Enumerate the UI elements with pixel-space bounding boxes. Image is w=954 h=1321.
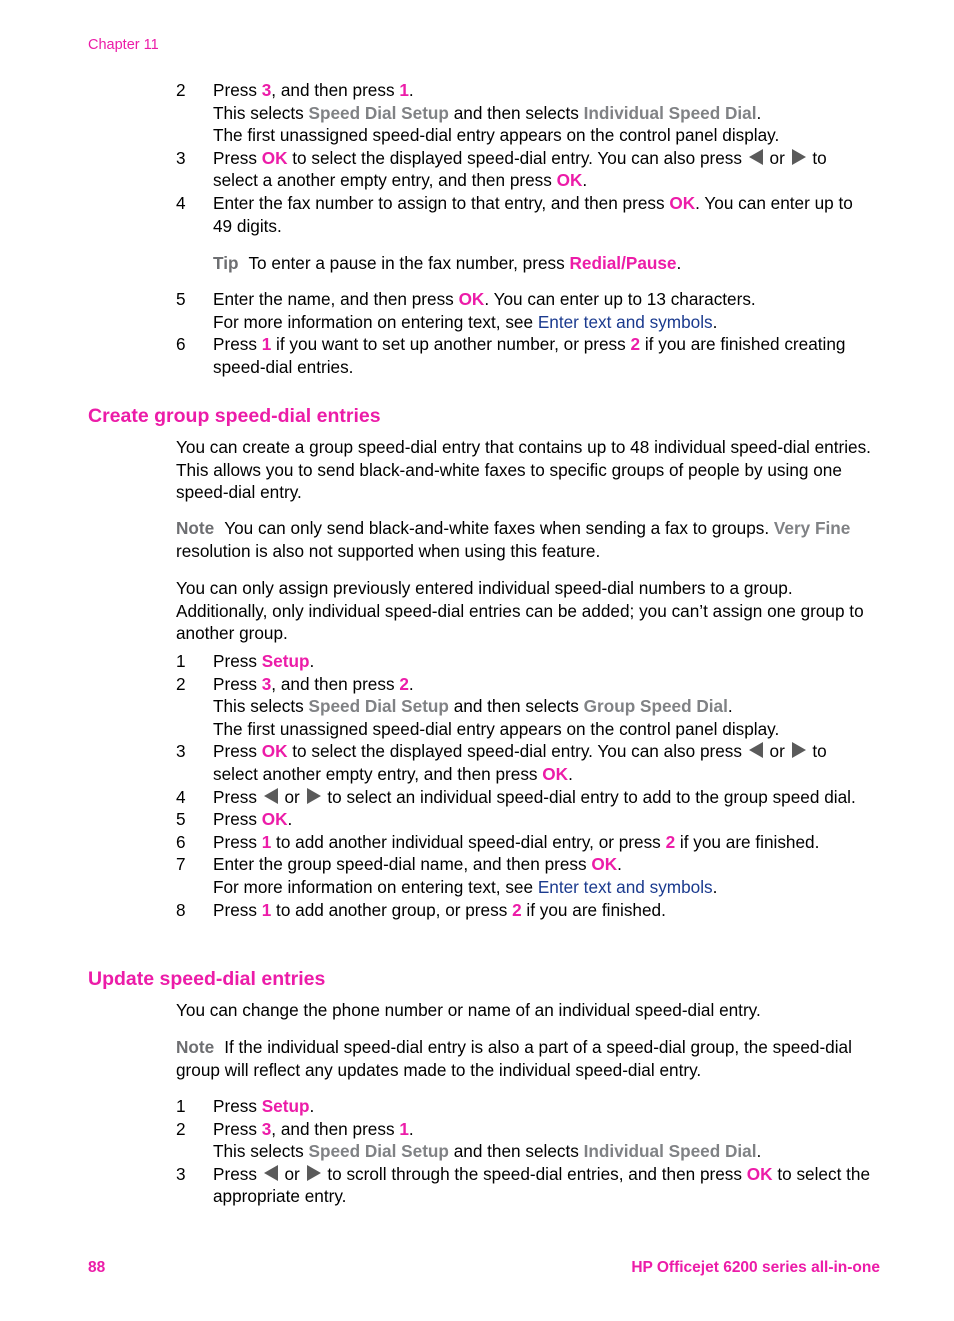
menu-option: Group Speed Dial [583,696,728,717]
steps-list-group [176,650,876,921]
step-number: 2 [176,673,186,694]
paragraph-group-restrictions: You can only assign previously entered individual speed-dial numbers to a group. Additionally, only individual speed-dial entries can be added; you can’t assign one group to another group. [176,578,864,644]
steps-list-update [176,1095,876,1208]
key-label: 2 [630,334,641,355]
key-label: OK [261,147,288,168]
key-label: 3 [261,1118,272,1139]
key-label: OK [261,809,288,830]
list-item: 6 Press 1 if you want to set up another number, or press 2 if you are finished creating speed-dial entries. [176,334,846,377]
left-arrow-icon [264,1165,278,1181]
list-item: 6 Press 1 to add another individual speed-dial entry, or press 2 if you are finished. [176,831,820,852]
menu-option: Very Fine [773,518,851,538]
right-arrow-icon [792,742,806,758]
steps-list-individual [176,79,876,237]
key-label: OK [542,763,569,784]
list-item: 3 Press OK to select the displayed speed-dial entry. You can also press or to select a another empty entry, and then press OK. [176,147,827,191]
key-label: 1 [399,80,409,100]
list-item: 2 Press 3, and then press 1. This selects Speed Dial Setup and then selects Individual Speed Dial. The first unassigned speed-dial entry appears on the control panel display. [176,80,780,146]
step-number: 8 [176,899,186,920]
step-number: 5 [176,289,186,309]
key-label: OK [746,1163,773,1184]
step-number: 6 [176,831,186,852]
list-item: 2 Press 3, and then press 1. This selects Speed Dial Setup and then selects Individual Speed Dial. [176,1118,762,1162]
left-arrow-icon [264,788,278,804]
step-number: 2 [176,1118,186,1139]
tip-label: Tip [213,253,239,273]
list-item: 4 Enter the fax number to assign to that entry, and then press OK. You can enter up to 49 digits. [176,192,853,236]
list-item: 1 Press Setup. [176,1096,315,1116]
list-item: 4 Press or to select an individual speed-dial entry to add to the group speed dial. [176,786,856,807]
note-label: Note [176,518,215,538]
chapter-header: Chapter 11 [88,37,159,53]
step-number: 4 [176,786,186,807]
key-label: 1 [261,899,272,920]
key-label: 2 [399,673,409,694]
key-label: Setup [261,1096,310,1116]
page-number: 88 [88,1259,106,1276]
note-label: Note [176,1037,215,1057]
menu-option: Speed Dial Setup [308,696,449,717]
steps-list-individual-2 [176,288,876,378]
menu-option: Individual Speed Dial [583,1141,757,1162]
list-item: 7 Enter the group speed-dial name, and then press OK. For more information on entering text, see Enter text and symbols. [176,854,718,897]
product-name: HP Officejet 6200 series all-in-one [631,1259,880,1276]
key-label: 1 [261,831,272,852]
step-number: 5 [176,809,186,830]
key-label: Redial/Pause [569,253,677,273]
left-arrow-icon [749,149,763,165]
tip-box: Tip To enter a pause in the fax number, press Redial/Pause. [213,253,682,273]
key-label: 2 [665,831,676,852]
key-label: OK [591,854,618,875]
step-number: 1 [176,1096,186,1116]
key-label: 3 [261,80,272,100]
step-number: 3 [176,147,186,168]
key-label: OK [669,192,696,213]
link-enter-text[interactable]: Enter text and symbols [537,876,713,897]
list-item: 3 Press or to scroll through the speed-dial entries, and then press OK to select the appropriate entry. [176,1163,871,1207]
step-number: 4 [176,192,186,213]
key-label: OK [261,741,288,762]
key-label: OK [458,289,485,309]
paragraph-intro-group: You can create a group speed-dial entry that contains up to 48 individual speed-dial entries. This allows you to send black-and-white faxes to specific groups of people by using one speed-dial entry. [176,437,871,503]
list-item: 5 Enter the name, and then press OK. You can enter up to 13 characters. For more information on entering text, see Enter text and symbols. [176,289,756,332]
right-arrow-icon [792,149,806,165]
step-number: 3 [176,741,186,762]
step-number: 6 [176,334,186,355]
paragraph-intro-update: You can change the phone number or name of an individual speed-dial entry. [176,1000,761,1020]
section-heading-group: Create group speed-dial entries [88,405,381,427]
menu-option: Speed Dial Setup [308,102,449,123]
step-number: 7 [176,854,186,875]
link-enter-text[interactable]: Enter text and symbols [537,311,713,332]
left-arrow-icon [749,742,763,758]
key-label: Setup [261,651,310,671]
key-label: OK [556,170,583,191]
list-item: 5 Press OK. [176,809,293,830]
list-item: 3 Press OK to select the displayed speed-dial entry. You can also press or to select another empty entry, and then press OK. [176,741,827,784]
key-label: 1 [399,1118,409,1139]
note-box: Note You can only send black-and-white faxes when sending a fax to groups. Very Fine resolution is also not supported when using this feature. [176,518,851,561]
menu-option: Speed Dial Setup [308,1141,449,1162]
right-arrow-icon [307,1165,321,1181]
list-item: 1 Press Setup. [176,651,315,671]
step-number: 2 [176,80,186,100]
menu-option: Individual Speed Dial [583,102,757,123]
right-arrow-icon [307,788,321,804]
list-item: 2 Press 3, and then press 2. This selects Speed Dial Setup and then selects Group Speed Dial. The first unassigned speed-dial entry appears on the control panel display. [176,673,780,739]
key-label: 3 [261,673,272,694]
note-box: Note If the individual speed-dial entry is also a part of a speed-dial group, the speed-dial group will reflect any updates made to the individual speed-dial entry. [176,1037,852,1080]
key-label: 1 [261,334,272,355]
section-heading-update: Update speed-dial entries [88,968,326,990]
step-number: 1 [176,651,186,671]
list-item: 8 Press 1 to add another group, or press 2 if you are finished. [176,899,666,920]
key-label: 2 [512,899,522,920]
step-number: 3 [176,1163,186,1184]
